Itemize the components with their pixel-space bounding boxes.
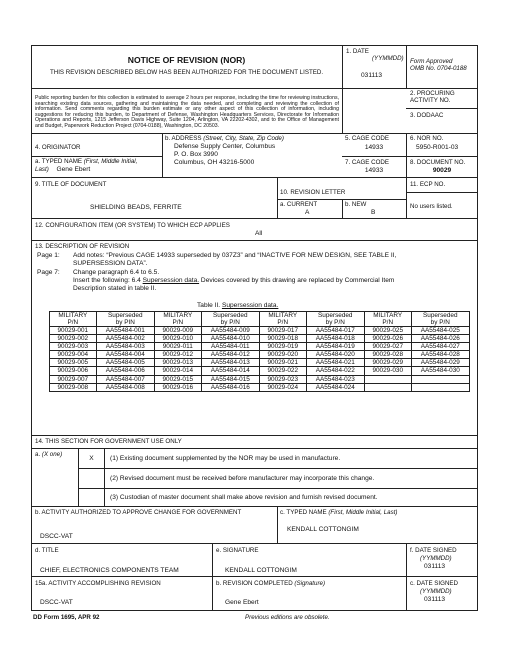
title-d-label: d. TITLE [35, 547, 59, 554]
x-one-italic: (X one) [41, 451, 63, 458]
table-header-bottom: by P/N [325, 319, 345, 326]
current-label: a. CURRENT [280, 201, 318, 208]
revision-completed-value[interactable]: Gene Ebert [225, 599, 259, 606]
table-cell: 90029-004 [50, 351, 97, 359]
table-header-bottom: P/N [67, 319, 79, 326]
address-line-2[interactable]: P. O. Box 3990 [174, 151, 218, 158]
table-cell: AA55484-010 [201, 335, 259, 343]
table-cell: 90029-028 [364, 351, 411, 359]
table-cell: AA55484-026 [411, 335, 469, 343]
table-header-cell [306, 312, 364, 327]
table-cell: 90029-012 [154, 351, 201, 359]
table-row [50, 351, 470, 359]
table-header-top: Superseded [423, 312, 458, 319]
date-c-format: (YYMMDD) [420, 588, 452, 595]
table-header-bottom: by P/N [430, 319, 450, 326]
table-cell: AA55484-008 [96, 383, 154, 391]
date-f-value[interactable]: 031113 [424, 563, 446, 570]
description-label: 13. DESCRIPTION OF REVISION [35, 243, 130, 250]
typed-name-c-label [280, 509, 398, 516]
table-cell: 90029-006 [50, 367, 97, 375]
docno8-label: 8. DOCUMENT NO. [410, 159, 466, 166]
table-cell: 90029-022 [259, 367, 306, 375]
divider [31, 177, 478, 178]
form-title: NOTICE OF REVISION (NOR) [127, 55, 246, 65]
table-cell: AA55484-017 [306, 327, 364, 335]
table-cell: 90029-011 [154, 343, 201, 351]
table-cell: 90029-005 [50, 359, 97, 367]
option3-text: (3) Custodian of master document shall make above revision and furnish revised document. [110, 494, 378, 501]
form-subtitle: THIS REVISION DESCRIBED BELOW HAS BEEN AUTHORIZED FOR THE DOCUMENT LISTED. [49, 69, 324, 76]
date-label: 1. DATE [346, 48, 369, 55]
table-cell: 90029-029 [364, 359, 411, 367]
table-caption-a: Table II. [197, 302, 222, 309]
divider [277, 506, 278, 543]
nor6-value[interactable]: 5950-R001-03 [416, 144, 459, 151]
signature-e-label: e. SIGNATURE [216, 547, 259, 554]
table-row [50, 359, 470, 367]
divider [31, 133, 478, 134]
table-cell: AA55484-024 [306, 383, 364, 391]
divider [162, 133, 163, 177]
table-cell: 90029-001 [50, 327, 97, 335]
date-c-label: c. DATE SIGNED [410, 580, 459, 587]
table-cell: AA55484-011 [201, 343, 259, 351]
table-header-cell [201, 312, 259, 327]
option1-text: (1) Existing document supplemented by the NOR may be used in manufacture. [110, 455, 341, 462]
table-cell: 90029-020 [259, 351, 306, 359]
ecp-label: 11. ECP NO. [410, 181, 446, 188]
table-header-top: MILITARY [268, 312, 298, 319]
table-header-cell [411, 312, 469, 327]
divider [31, 240, 478, 241]
table-cell: 90029-026 [364, 335, 411, 343]
table-cell: AA55484-020 [306, 351, 364, 359]
table-cell: 90029-016 [154, 383, 201, 391]
address-line-3[interactable]: Columbus, OH 43216-5000 [174, 159, 255, 166]
table-row [50, 383, 470, 391]
divider [31, 576, 478, 577]
title-d-value[interactable]: CHIEF, ELECTRONICS COMPONENTS TEAM [40, 567, 179, 574]
table-cell: 90029-021 [259, 359, 306, 367]
divider [406, 543, 407, 611]
divider [31, 156, 162, 157]
revision-completed-b: (Signature) [294, 580, 326, 587]
table-row [50, 335, 470, 343]
divider [212, 543, 213, 611]
table-cell: AA55484-006 [96, 367, 154, 375]
config-value[interactable]: All [255, 230, 263, 237]
date-f-label: f. DATE SIGNED [410, 547, 457, 554]
table-header-bottom: P/N [172, 319, 184, 326]
gov-section-label: 14. THIS SECTION FOR GOVERNMENT USE ONLY [35, 438, 182, 445]
new-label: b. NEW [345, 201, 367, 208]
typed-name-label-b: (First, Middle Initial, [83, 158, 138, 165]
table-header-top: Superseded [108, 312, 143, 319]
divider [31, 218, 478, 219]
table-cell: 90029-009 [154, 327, 201, 335]
divider [342, 199, 343, 218]
table-header-top: Superseded [213, 312, 248, 319]
omb-number: OMB No. 0704-0188 [410, 65, 467, 72]
table-row [50, 343, 470, 351]
table-cell [364, 383, 411, 391]
address-label-b: (Street, City, State, Zip Code) [203, 135, 284, 142]
form-approved: Form Approved [410, 58, 453, 65]
procuring-label: 2. PROCURING ACTIVITY NO. [410, 90, 455, 104]
page1-line2[interactable]: SUPERSESSION DATA”. [73, 260, 148, 267]
table-cell: 90029-027 [364, 343, 411, 351]
insert-text: Insert the following: 6.4 [73, 277, 143, 284]
option3-checkbox[interactable] [78, 488, 105, 506]
table-cell: AA55484-028 [411, 351, 469, 359]
date-format: (YYMMDD) [372, 55, 404, 62]
page7-line1[interactable]: Change paragraph 6.4 to 6.5. [73, 269, 160, 276]
table-cell: AA55484-013 [201, 359, 259, 367]
page7-prefix: Page 7: [37, 269, 60, 276]
table-cell: AA55484-018 [306, 335, 364, 343]
table-row [50, 327, 470, 335]
option2-text: (2) Revised document must be received before manufacturer may incorporate this change. [110, 475, 375, 482]
supersession-table [49, 311, 470, 392]
table-header-cell [259, 312, 306, 327]
table-cell: 90029-023 [259, 375, 306, 383]
address-label-a: b. ADDRESS [165, 135, 202, 142]
table-cell: AA55484-015 [201, 375, 259, 383]
typed-name-label-c: Last) [35, 166, 49, 173]
form-id: DD Form 1695, APR 92 [33, 614, 100, 621]
option1-checkbox[interactable]: X [89, 455, 94, 462]
approve-activity-label: b. ACTIVITY AUTHORIZED TO APPROVE CHANGE FOR GOVERNMENT [35, 509, 242, 516]
x-one-prefix: a. [35, 451, 42, 458]
doc-title-value[interactable]: SHIELDING BEADS, FERRITE [90, 204, 182, 211]
table-header-bottom: P/N [277, 319, 289, 326]
table-cell: AA55484-001 [96, 327, 154, 335]
table-cell: AA55484-014 [201, 367, 259, 375]
divider [31, 88, 478, 89]
page1-line1[interactable]: Add notes: “Previous CAGE 14933 superseded by 037Z3” and “INACTIVE FOR NEW DESIGN, SEE TABLE II, [73, 252, 397, 259]
typed-name-c-b: (First, Middle Initial, Last) [328, 509, 398, 516]
accomplishing-value[interactable]: DSCC-VAT [40, 599, 73, 606]
cage5-value[interactable]: 14933 [364, 144, 384, 151]
table-cell [364, 375, 411, 383]
divider [78, 468, 478, 469]
table-header-row [50, 312, 470, 327]
divider [277, 177, 278, 218]
table-cell: AA55484-022 [306, 367, 364, 375]
table-cell: AA55484-007 [96, 375, 154, 383]
typed-name-value[interactable]: Gene Ebert [56, 166, 91, 173]
rev-letter-label: 10. REVISION LETTER [280, 189, 346, 196]
table-cell: 90029-025 [364, 327, 411, 335]
date-f-format: (YYMMDD) [420, 555, 452, 562]
table-cell: 90029-010 [154, 335, 201, 343]
table-cell: AA55484-030 [411, 367, 469, 375]
burden-statement: Public reporting burden for this collection is estimated to average 2 hours per response, including the time for reviewing instructions, searching existing data sources, gathering and maintaining the data needed, and completing and reviewing the collection of information. Send comments regarding this burden estimate or any other aspect of this collection of information, including suggestions for reducing this burden, to Department of Defense, Washington Headquarters Services, Directorate for Information Operations and Reports, 1215 Jefferson Davis Highway, Suite 1204, Arlington, VA 22202-4302, and to the Office of Management and Budget, Paperwork Reduction Project (0704-0188), Washington, DC 20503. [35, 95, 339, 129]
date-value[interactable]: 031113 [361, 72, 383, 79]
address-label [165, 135, 284, 142]
table-header-cell [96, 312, 154, 327]
table-cell: 90029-003 [50, 343, 97, 351]
table-cell: 90029-002 [50, 335, 97, 343]
revision-completed-label [216, 580, 325, 587]
divider [31, 543, 478, 544]
doc-title-label: 9. TITLE OF DOCUMENT [35, 181, 107, 188]
divider [406, 108, 478, 109]
table-cell [411, 375, 469, 383]
table-cell: AA55484-012 [201, 351, 259, 359]
table-row [50, 375, 470, 383]
table-cell: AA55484-009 [201, 327, 259, 335]
table-caption [197, 302, 278, 309]
typed-name-c-a: c. TYPED NAME [280, 509, 329, 516]
divider [342, 45, 343, 133]
current-value[interactable]: A [305, 209, 310, 216]
page7-line2[interactable] [73, 277, 394, 284]
table-cell: 90029-024 [259, 383, 306, 391]
table-cell: 90029-019 [259, 343, 306, 351]
address-line-1[interactable]: Defense Supply Center, Columbus [174, 143, 276, 150]
typed-name-label-a: a. TYPED NAME [35, 158, 82, 165]
cage7-label: 7. CAGE CODE [345, 159, 390, 166]
table-cell: AA55484-004 [96, 351, 154, 359]
divider [406, 177, 407, 218]
table-header-top: MILITARY [163, 312, 193, 319]
option2-checkbox[interactable] [78, 468, 105, 489]
table-cell: AA55484-002 [96, 335, 154, 343]
x-one-label [35, 451, 62, 458]
typed-name-c-value[interactable]: KENDALL COTTONGIM [287, 526, 359, 533]
table-cell: AA55484-003 [96, 343, 154, 351]
new-value[interactable]: B [371, 209, 376, 216]
obsolete-note: Previous editions are obsolete. [245, 614, 330, 621]
cage7-value[interactable]: 14933 [364, 167, 384, 174]
table-caption-b: Supersession data. [221, 302, 279, 309]
table-cell: AA55484-023 [306, 375, 364, 383]
table-header-top: Superseded [318, 312, 353, 319]
table-cell: 90029-017 [259, 327, 306, 335]
revision-completed-a: b. REVISION COMPLETED [216, 580, 295, 587]
table-cell: 90029-013 [154, 359, 201, 367]
originator-label: 4. ORIGINATOR [35, 144, 81, 151]
table-header-cell [364, 312, 411, 327]
divider [406, 192, 478, 193]
table-header-cell [50, 312, 97, 327]
divider [78, 488, 478, 489]
table-cell: AA55484-019 [306, 343, 364, 351]
typed-name-row [35, 166, 90, 173]
table-header-bottom: P/N [382, 319, 394, 326]
docno8-value[interactable]: 90029 [432, 167, 452, 174]
approve-activity-value[interactable]: DSCC-VAT [40, 533, 73, 540]
table-cell [411, 383, 469, 391]
table-cell: AA55484-021 [306, 359, 364, 367]
table-cell: 90029-015 [154, 375, 201, 383]
table-header-bottom: by P/N [220, 319, 240, 326]
dodaac-label: 3. DODAAC [410, 112, 444, 119]
table-header-top: MILITARY [373, 312, 403, 319]
table-cell: 90029-018 [259, 335, 306, 343]
table-body [50, 327, 470, 392]
table-cell: AA55484-005 [96, 359, 154, 367]
page7-line3[interactable]: Description stated in table II. [73, 285, 157, 292]
table-cell: AA55484-027 [411, 343, 469, 351]
table-cell: AA55484-025 [411, 327, 469, 335]
ecp-value[interactable]: No users listed. [410, 203, 453, 210]
table-cell: 90029-014 [154, 367, 201, 375]
table-cell: 90029-007 [50, 375, 97, 383]
divider [277, 199, 406, 200]
table-cell: 90029-008 [50, 383, 97, 391]
config-label: 12. CONFIGURATION ITEM (OR SYSTEM) TO WHICH ECP APPLIES [35, 222, 230, 229]
table-header-top: MILITARY [58, 312, 88, 319]
divider [406, 45, 407, 88]
divider [31, 506, 478, 507]
insert-text-rest: Devices covered by this drawing are replaced by Commercial Item [199, 277, 395, 284]
nor6-label: 6. NOR NO. [410, 135, 444, 142]
table-row [50, 367, 470, 375]
signature-e-value[interactable]: KENDALL COTTONGIM [225, 567, 297, 574]
accomplishing-label: 15a. ACTIVITY ACCOMPLISHING REVISION [35, 580, 161, 587]
divider [342, 156, 478, 157]
date-c-value[interactable]: 031113 [424, 596, 446, 603]
table-cell: 90029-030 [364, 367, 411, 375]
divider [31, 435, 478, 436]
table-cell: AA55484-016 [201, 383, 259, 391]
table-header-cell [154, 312, 201, 327]
supersession-link: Supersession data. [142, 277, 200, 284]
table-header-bottom: by PIN [115, 319, 135, 326]
page1-prefix: Page 1: [37, 252, 60, 259]
typed-name-label [35, 158, 137, 165]
cage5-label: 5. CAGE CODE [345, 135, 390, 142]
table-cell: AA55484-029 [411, 359, 469, 367]
